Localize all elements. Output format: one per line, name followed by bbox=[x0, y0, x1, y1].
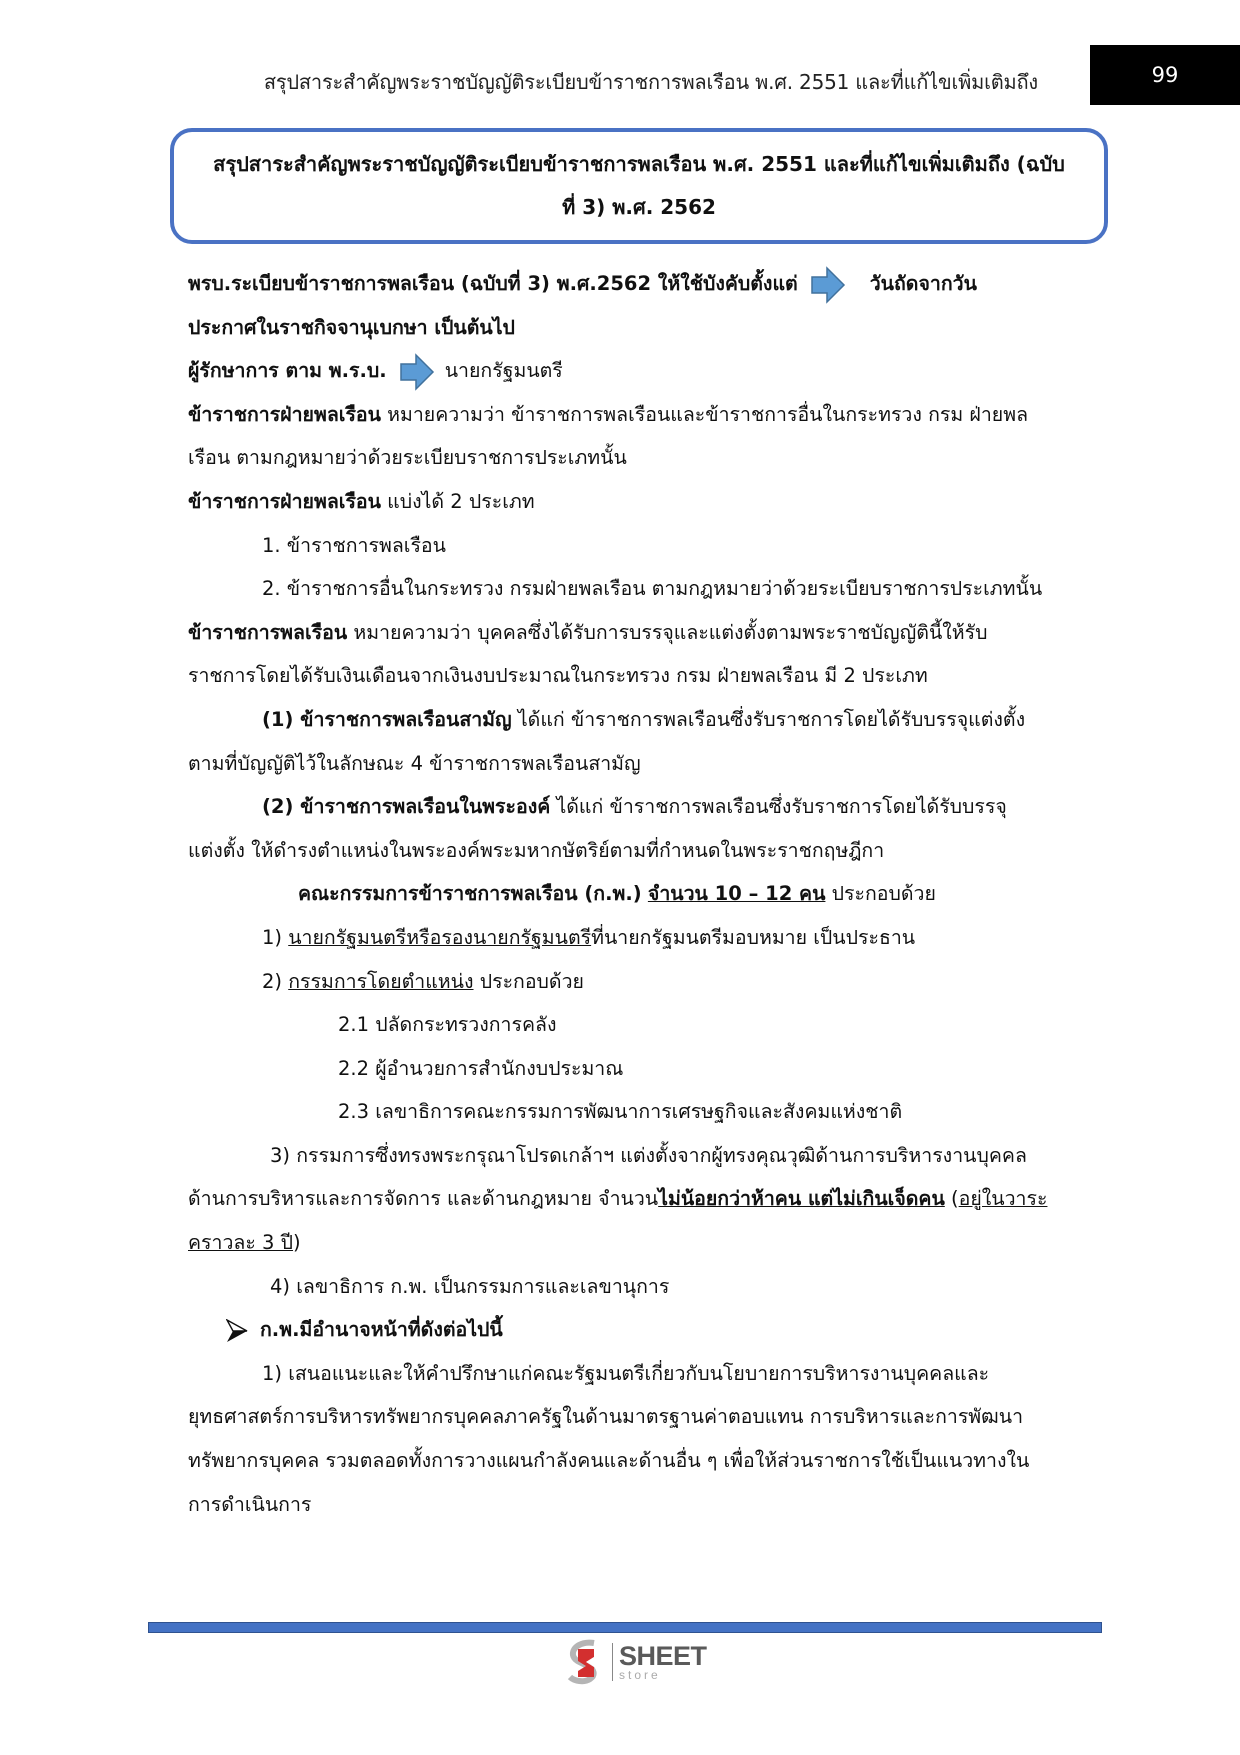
bold-underlined-text: ไม่น้อยกว่าห้าคน แต่ไม่เกินเจ็ดคน bbox=[658, 1187, 945, 1211]
heading-text: ก.พ.มีอำนาจหน้าที่ดังต่อไปนี้ bbox=[260, 1318, 503, 1342]
item-number: 1) bbox=[262, 925, 289, 949]
committee-member-3-cont-2 bbox=[188, 1221, 1093, 1265]
term: ข้าราชการพลเรือน bbox=[188, 620, 348, 644]
civil-side-definition bbox=[188, 393, 1093, 437]
caretaker-value: นายกรัฐมนตรี bbox=[444, 359, 563, 383]
page-number: 99 bbox=[1090, 45, 1240, 105]
term: ข้าราชการฝ่ายพลเรือน bbox=[188, 489, 381, 513]
underlined-text: อยู่ในวาระ bbox=[958, 1187, 1048, 1211]
underlined-text: นายกรัฐมนตรีหรือรองนายกรัฐมนตรี bbox=[288, 925, 592, 949]
term: (1) ข้าราชการพลเรือนสามัญ bbox=[262, 707, 512, 731]
committee-tail: ประกอบด้วย bbox=[825, 882, 936, 906]
logo-sub-text: store bbox=[619, 1668, 661, 1682]
section-title-box bbox=[170, 128, 1108, 244]
committee-count: จำนวน 10 – 12 คน bbox=[647, 882, 826, 906]
logo-main-text: SHEET bbox=[619, 1641, 707, 1671]
committee-member-3: 3) กรรมการซึ่งทรงพระกรุณาโปรดเกล้าฯ แต่งตั้งจากผู้ทรงคุณวุฒิด้านการบริหารงานบุคคล bbox=[270, 1143, 1027, 1167]
type-2 bbox=[188, 785, 1093, 829]
sheet-store-logo-icon bbox=[564, 1639, 608, 1685]
power-1-line: การดำเนินการ bbox=[188, 1492, 312, 1516]
logo-text bbox=[619, 1643, 707, 1681]
civil-side-types bbox=[188, 480, 1093, 524]
committee-member-4: 4) เลขาธิการ ก.พ. เป็นกรรมการและเลขานุการ bbox=[270, 1274, 670, 1298]
powers-heading bbox=[188, 1308, 1093, 1352]
committee-member-2 bbox=[188, 960, 1093, 1004]
effective-lead: พรบ.ระเบียบข้าราชการพลเรือน (ฉบับที่ 3) พ.ศ.2562 ให้ใช้บังคับตั้งแต่ bbox=[188, 272, 798, 295]
caretaker-label: ผู้รักษาการ ตาม พ.ร.บ. bbox=[188, 359, 387, 383]
type-text: ได้แก่ ข้าราชการพลเรือนซึ่งรับราชการโดยได้รับบรรจุแต่งตั้ง bbox=[511, 707, 1026, 731]
power-1-line: 1) เสนอแนะและให้คำปรึกษาแก่คณะรัฐมนตรีเกี่ยวกับนโยบายการบริหารงานบุคคลและ bbox=[262, 1361, 990, 1385]
right-arrow-icon bbox=[810, 266, 846, 304]
definition-text: หมายความว่า บุคคลซึ่งได้รับการบรรจุและแต่งตั้งตามพระราชบัญญัตินี้ให้รับ bbox=[347, 620, 988, 644]
term: ข้าราชการฝ่ายพลเรือน bbox=[188, 402, 381, 426]
type-text: ได้แก่ ข้าราชการพลเรือนซึ่งรับราชการโดยได้รับบรรจุ bbox=[550, 795, 1007, 819]
arrowhead-bullet-icon bbox=[226, 1319, 248, 1343]
paren: ) bbox=[293, 1231, 301, 1255]
type-1-cont: ตามที่บัญญัติไว้ในลักษณะ 4 ข้าราชการพลเรือนสามัญ bbox=[188, 751, 641, 775]
underlined-text: คราวละ 3 ปี bbox=[188, 1231, 294, 1255]
types-text: แบ่งได้ 2 ประเภท bbox=[380, 489, 535, 513]
sheet-store-logo bbox=[564, 1636, 707, 1688]
effective-target: วันถัดจากวัน bbox=[869, 272, 977, 295]
type-1 bbox=[188, 698, 1093, 742]
term: คณะกรรมการข้าราชการพลเรือน (ก.พ.) bbox=[298, 882, 642, 906]
footer-bar bbox=[148, 1622, 1102, 1633]
running-header: สรุปสาระสำคัญพระราชบัญญัติระเบียบข้าราชการพลเรือน พ.ศ. 2551 และที่แก้ไขเพิ่มเติมถึง bbox=[263, 70, 1038, 94]
committee-member-3-cont bbox=[188, 1177, 1093, 1221]
power-1-line: ทรัพยากรบุคคล รวมตลอดทั้งการวางแผนกำลังคนและด้านอื่น ๆ เพื่อให้ส่วนราชการใช้เป็นแนวทางใน bbox=[188, 1449, 1030, 1473]
civil-servant-definition-cont: ราชการโดยได้รับเงินเดือนจากเงินงบประมาณในกระทรวง กรม ฝ่ายพลเรือน มี 2 ประเภท bbox=[188, 664, 928, 688]
civil-side-definition-cont: เรือน ตามกฎหมายว่าด้วยระเบียบราชการประเภทนั้น bbox=[188, 446, 627, 470]
effective-date-line bbox=[188, 262, 1093, 306]
civil-servant-definition bbox=[188, 611, 1093, 655]
list-item: 1. ข้าราชการพลเรือน bbox=[262, 533, 446, 557]
item-text: ด้านการบริหารและการจัดการ และด้านกฎหมาย จำนวน bbox=[188, 1187, 659, 1211]
document-body bbox=[188, 262, 1093, 1526]
item-number: 2) bbox=[262, 969, 289, 993]
committee-heading bbox=[188, 872, 1093, 916]
term: (2) ข้าราชการพลเรือนในพระองค์ bbox=[262, 795, 551, 819]
definition-text: หมายความว่า ข้าราชการพลเรือนและข้าราชการอื่นในกระทรวง กรม ฝ่ายพล bbox=[380, 402, 1029, 426]
type-2-cont: แต่งตั้ง ให้ดำรงตำแหน่งในพระองค์พระมหากษัตริย์ตามที่กำหนดในพระราชกฤษฎีกา bbox=[188, 838, 885, 862]
section-title-line-2: ที่ 3) พ.ศ. 2562 bbox=[562, 195, 716, 219]
underlined-text: กรรมการโดยตำแหน่ง bbox=[288, 969, 474, 993]
committee-member-1 bbox=[188, 916, 1093, 960]
effective-date-cont: ประกาศในราชกิจจานุเบกษา เป็นต้นไป bbox=[188, 315, 515, 339]
logo-divider bbox=[612, 1643, 613, 1681]
power-1-line: ยุทธศาสตร์การบริหารทรัพยากรบุคคลภาครัฐในด้านมาตรฐานค่าตอบแทน การบริหารและการพัฒนา bbox=[188, 1405, 1024, 1429]
caretaker-line bbox=[188, 349, 1093, 393]
sub-item: 2.1 ปลัดกระทรวงการคลัง bbox=[338, 1013, 557, 1037]
sub-item: 2.3 เลขาธิการคณะกรรมการพัฒนาการเศรษฐกิจและสังคมแห่งชาติ bbox=[338, 1100, 903, 1124]
section-title-line-1: สรุปสาระสำคัญพระราชบัญญัติระเบียบข้าราชการพลเรือน พ.ศ. 2551 และที่แก้ไขเพิ่มเติมถึง (ฉบับ bbox=[213, 152, 1065, 176]
item-text: ประกอบด้วย bbox=[473, 969, 584, 993]
paren: ( bbox=[944, 1187, 959, 1211]
right-arrow-icon bbox=[399, 353, 435, 391]
item-text: ที่นายกรัฐมนตรีมอบหมาย เป็นประธาน bbox=[591, 925, 916, 949]
sub-item: 2.2 ผู้อำนวยการสำนักงบประมาณ bbox=[338, 1056, 624, 1080]
list-item: 2. ข้าราชการอื่นในกระทรวง กรมฝ่ายพลเรือน ตามกฎหมายว่าด้วยระเบียบราชการประเภทนั้น bbox=[262, 577, 1043, 601]
